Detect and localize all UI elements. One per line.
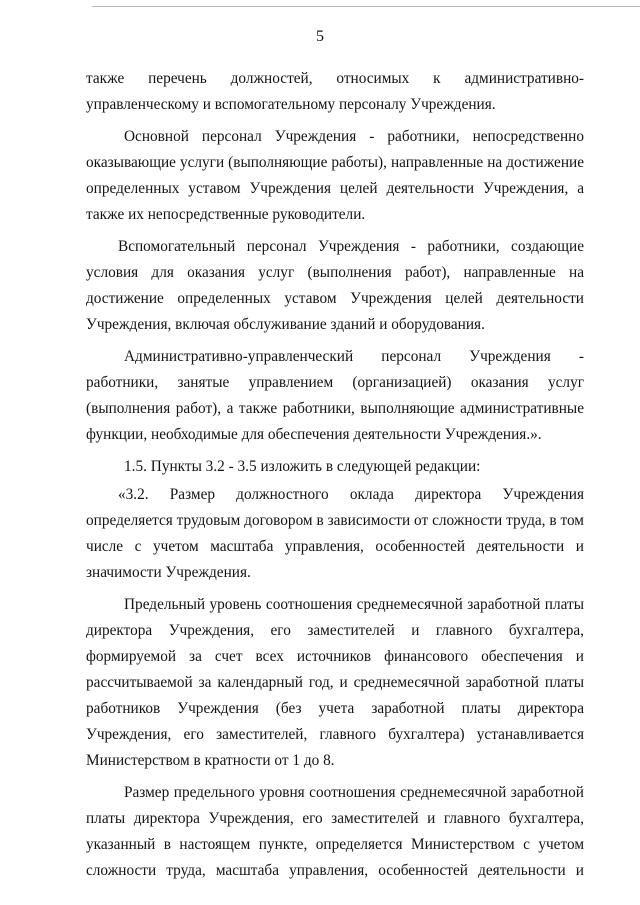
- paragraph-main-staff: Основной персонал Учреждения - работники, непосредственно оказывающие услуги (выполняющие работы), направленные на достижение определенных уставом Учреждения целей деятельности Учреждения, а также их непосредственные руководители.: [86, 128, 584, 223]
- paragraph-ratio-size: Размер предельного уровня соотношения среднемесячной заработной платы директора Учреждения, его заместителей и главного бухгалтера, указанный в настоящем пункте, определяется Министерством с учетом сложности труда, масштаба управления, особенностей деятельности и: [86, 784, 584, 879]
- paragraph-clause-3-2: «3.2. Размер должностного оклада директора Учреждения определяется трудовым договором в зависимости от сложности труда, в том числе с учетом масштаба управления, особенностей деятельности и значимости Учреждения.: [86, 486, 584, 581]
- page-number: 5: [316, 28, 324, 45]
- paragraph-continuation: также перечень должностей, относимых к административно-управленческому и вспомогательному персоналу Учреждения.: [86, 70, 584, 113]
- scan-top-rule: [92, 6, 640, 7]
- paragraph-clause-1-5: 1.5. Пункты 3.2 - 3.5 изложить в следующей редакции:: [124, 458, 481, 475]
- document-body: [86, 66, 584, 890]
- paragraph-support-staff: Вспомогательный персонал Учреждения - работники, создающие условия для оказания услуг (выполнения работ), направленные на достижение определенных уставом Учреждения целей деятельности Учреждения, включая обслуживание зданий и оборудования.: [86, 238, 584, 333]
- paragraph-admin-staff: Административно-управленческий персонал Учреждения - работники, занятые управлением (организацией) оказания услуг (выполнения работ), а также работники, выполняющие административные функции, необходимые для обеспечения деятельности Учреждения.».: [86, 348, 584, 443]
- paragraph-salary-ratio: Предельный уровень соотношения среднемесячной заработной платы директора Учреждения, его заместителей и главного бухгалтера, формируемой за счет всех источников финансового обеспечения и рассчитываемой за календарный год, и среднемесячной заработной платы работников Учреждения (без учета заработной платы директора Учреждения, его заместителей, главного бухгалтера) устанавливается Министерством в кратности от 1 до 8.: [86, 596, 584, 769]
